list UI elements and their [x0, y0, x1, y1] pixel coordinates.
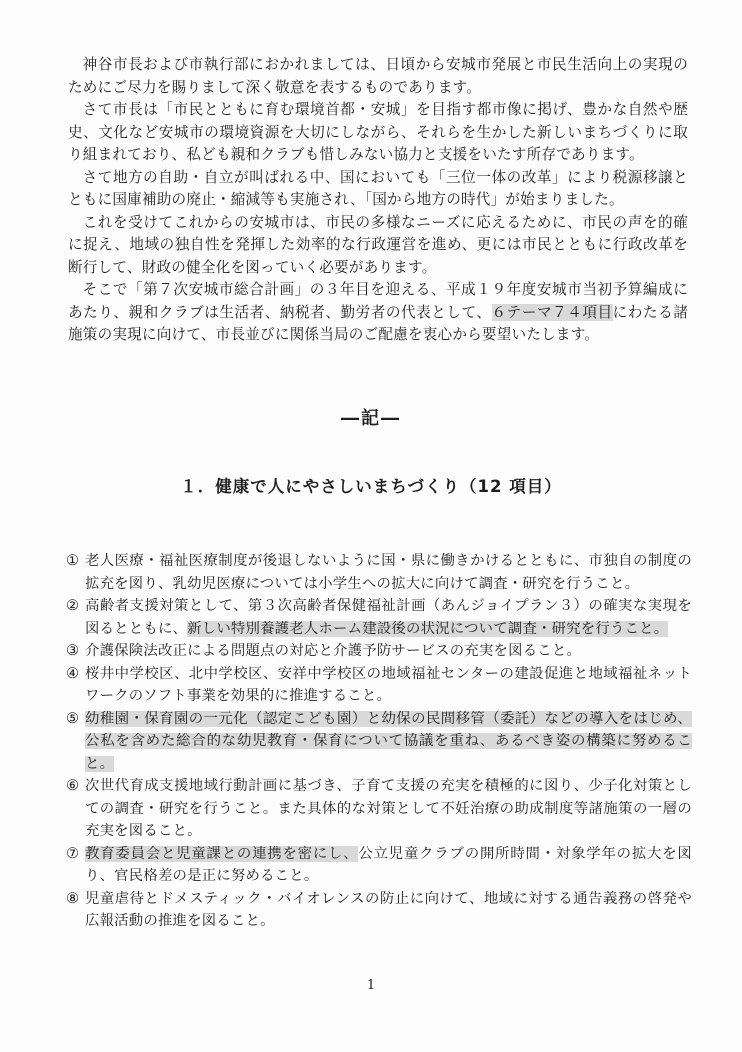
item-number: ④ [66, 665, 80, 682]
highlighted-text: 教育委員会と児童課との連携を密にし、 [85, 845, 359, 862]
highlighted-text: ６テーマ７４項目 [491, 303, 613, 321]
item-number: ③ [66, 643, 80, 659]
list-item: ② 高齢者支援対策として、第３次高齢者保健福祉計画（あんジョイプラン３）の確実な実現を図るとともに、新しい特別養護老人ホーム建設後の状況について調査・研究を行うこと。 [66, 595, 692, 640]
list-item: ⑦ 教育委員会と児童課との連携を密にし、公立児童クラブの開所時間・対象学年の拡大を図り、官民格差の是正に努めること。 [66, 843, 692, 888]
item-number: ⑧ [66, 890, 80, 907]
list-item: ④ 桜井中学校区、北中学校区、安祥中学校区の地域福祉センターの建設促進と地域福祉ネットワークのソフト事業を効果的に推進すること。 [66, 663, 692, 708]
item-number: ⑤ [66, 710, 80, 727]
intro-paragraph: 神谷市長および市執行部におかれましては、日頃から安城市発展と市民生活向上の実現のためにご尽力を賜りまして深く敬意を表するものであります。 [68, 56, 688, 96]
intro-paragraph: さて市長は「市民とともに育む環境首都・安城」を目指す都市像に掲げ、豊かな自然や歴史、文化など安城市の環境資源を大切にしながら、それらを生かした新しいまちづくりに取り組まれており、私ども親和クラブも惜しみない協力と支援をいたす所存であります。 [68, 101, 688, 163]
ki-heading: ―記― [341, 408, 401, 429]
request-list [66, 550, 692, 933]
list-item: ⑧ 児童虐待とドメスティック・バイオレンスの防止に向けて、地域に対する通告義務の啓発や広報活動の推進を図ること。 [66, 888, 692, 933]
item-number: ② [66, 598, 80, 614]
item-number: ⑥ [66, 778, 80, 794]
item-number: ⑦ [66, 845, 80, 862]
item-number: ① [66, 553, 80, 569]
intro-paragraph: そこで「第７次安城市総合計画」の３年目を迎える、平成１９年度安城市当初予算編成にあたり、親和クラブは生活者、納税者、勤労者の代表として、６テーマ７４項目にわたる諸施策の実現に向けて、市長並びに関係当局のご配慮を衷心から要望いたします。 [68, 281, 688, 343]
intro-paragraph: これを受けてこれからの安城市は、市民の多様なニーズに応えるために、市民の声を的確に捉え、地域の独自性を発揮した効率的な行政運営を進め、更には市民とともに行政改革を断行して、財政の健全化を図っていく必要があります。 [68, 213, 688, 276]
page-number: 1 [366, 978, 376, 993]
highlighted-text: 新しい特別養護老人ホーム建設後の状況について調査・研究を行うこと。 [187, 620, 669, 637]
list-item: ⑥ 次世代育成支援地域行動計画に基づき、子育て支援の充実を積極的に図り、少子化対策としての調査・研究を行うこと。また具体的な対策として不妊治療の助成制度等諸施策の一層の充実を図ること。 [66, 775, 692, 843]
list-item: ③ 介護保険法改正による問題点の対応と介護予防サービスの充実を図ること。 [66, 640, 692, 663]
intro-section [68, 54, 688, 347]
highlighted-text: 幼稚園・保育園の一元化（認定こども園）と幼保の民間移管（委託）などの導入をはじめ、公私を含めた総合的な幼児教育・保育について協議を重ね、あるべき姿の構築に努めること。 [85, 710, 692, 772]
list-item: ① 老人医療・福祉医療制度が後退しないように国・県に働きかけるとともに、市独自の制度の拡充を図り、乳幼児医療については小学生への拡大に向けて調査・研究を行うこと。 [66, 550, 692, 595]
list-item [66, 708, 692, 776]
section-title: １．健康で人にやさしいまちづくり（12 項目） [180, 477, 562, 496]
intro-paragraph: さて地方の自助・自立が叫ばれる中、国においても「三位一体の改革」により税源移譲とともに国庫補助の廃止・縮減等も実施され、「国から地方の時代」が始まりました。 [68, 168, 688, 208]
